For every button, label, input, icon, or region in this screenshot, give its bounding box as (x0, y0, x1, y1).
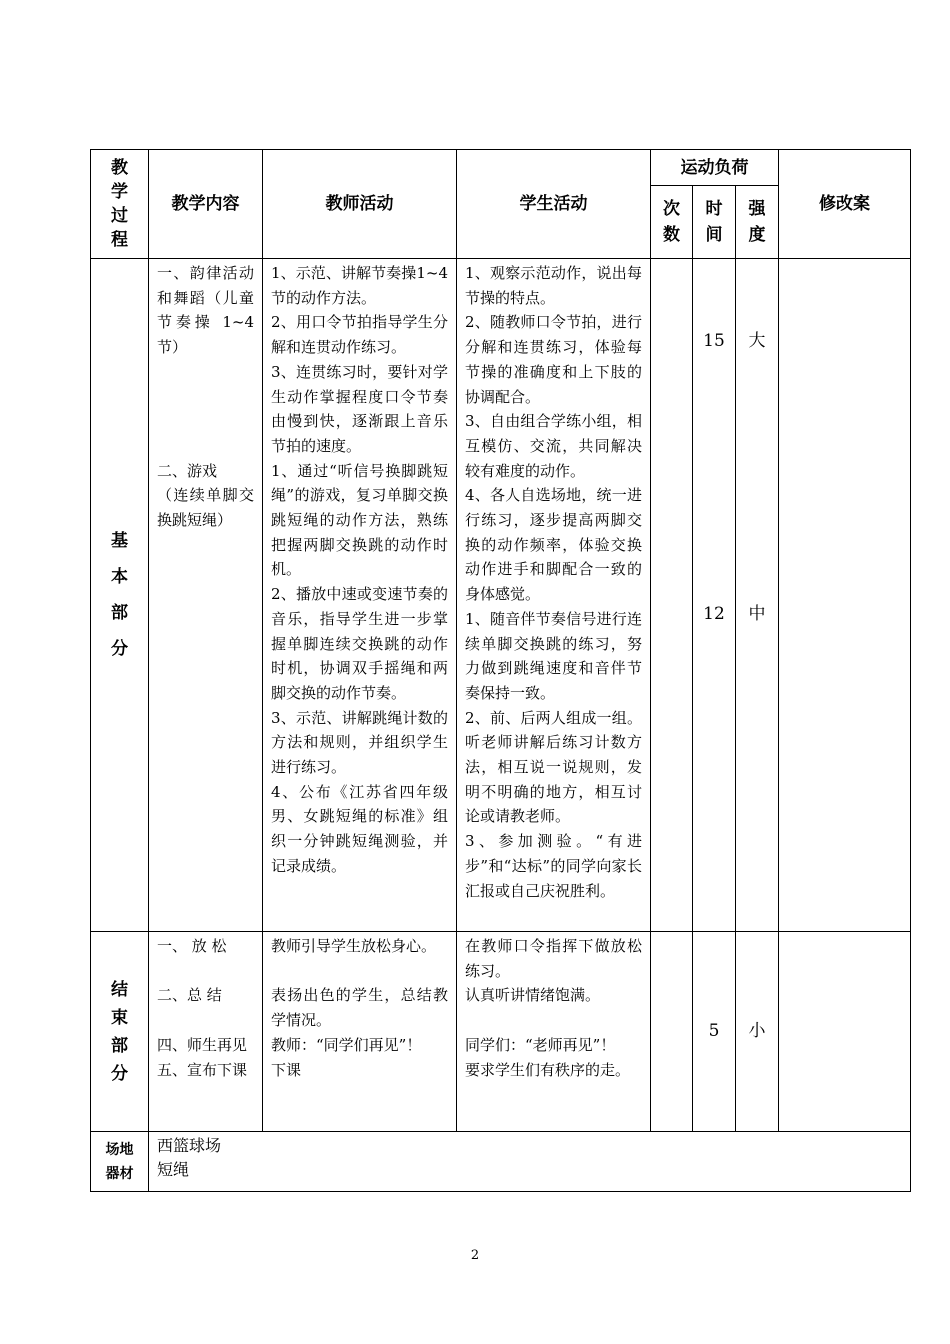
header-row-top (91, 150, 911, 186)
basic-intensity-1: 大 (748, 331, 766, 351)
ending-section-row (91, 932, 911, 1132)
basic-content: 一、韵律活动和舞蹈（儿童节奏操 1~4节） 二、游戏 （连续单脚交换跳短绳） (149, 259, 263, 932)
header-revision: 修改案 (779, 150, 911, 259)
header-student: 学生活动 (457, 150, 651, 259)
ending-teacher-activity: 教师引导学生放松身心。 表扬出色的学生，总结教学情况。 教师：“同学们再见”！ 下课 (263, 932, 457, 1132)
basic-intensity-cell (736, 259, 779, 932)
basic-teacher-activity: 1、示范、讲解节奏操1~4节的动作方法。 2、用口令节拍指导学生分解和连贯动作练习。 3、连贯练习时，要针对学生动作掌握程度口令节奏由慢到快，逐渐跟上音乐节拍的速度。 1、通过“听信号换脚跳短绳”的游戏，复习单脚交换跳短绳的动作方法，熟练把握两脚交换跳的动作时机。 2、播放中速或变速节奏的音乐，指导学生进一步掌握单脚连续交换跳的动作时机，协调双手摇绳和两脚交换的动作节奏。 3、示范、讲解跳绳计数的方法和规则，并组织学生进行练习。 4、公布《江苏省四年级男、女跳短绳的标准》组织一分钟跳短绳测验，并记录成绩。 (263, 259, 457, 932)
basic-times (651, 259, 693, 932)
page-number: 2 (470, 1248, 480, 1263)
ending-student-activity: 在教师口令指挥下做放松练习。 认真听讲情绪饱满。 同学们：“老师再见”！ 要求学生们有秩序的走。 (457, 932, 651, 1132)
ending-content: 一、 放 松 二、总 结 四、师生再见 五、宣布下课 (149, 932, 263, 1132)
ending-intensity: 小 (736, 932, 779, 1132)
basic-time-cell (693, 259, 736, 932)
basic-time-2: 12 (703, 603, 725, 624)
basic-student-activity: 1、观察示范动作，说出每节操的特点。 2、随教师口令节拍，进行分解和连贯练习，体验每节操的准确度和上下肢的协调配合。 3、自由组合学练小组，相互模仿、交流，共同解决较有难度的动作。 4、各人自选场地，统一进行练习，逐步提高两脚交换的动作频率，体验交换动作进手和脚配合一致的身体感觉。 1、随音伴节奏信号进行连续单脚交换跳的练习，努力做到跳绳速度和音伴节奏保持一致。 2、前、后两人组成一组。听老师讲解后练习计数方法，相互说一说规则，发明不明确的地方，相互讨论或请教老师。 3、参加测验。“有进步”和“达标”的同学向家长汇报或自己庆祝胜利。 (457, 259, 651, 932)
basic-intensity-2: 中 (748, 603, 766, 624)
header-times: 次 数 (651, 186, 693, 259)
header-intensity: 强 度 (736, 186, 779, 259)
basic-section-row (91, 259, 911, 932)
ending-revision (779, 932, 911, 1132)
lesson-plan-table (90, 149, 911, 1192)
basic-section-label: 基 本 部 分 (91, 259, 149, 932)
ending-section-label: 结 束 部 分 (91, 932, 149, 1132)
basic-revision (779, 259, 911, 932)
header-load: 运动负荷 (651, 150, 779, 186)
header-process (91, 150, 149, 259)
ending-times (651, 932, 693, 1132)
header-content: 教学内容 (149, 150, 263, 259)
venue-label: 场地 器材 (91, 1132, 149, 1192)
header-duration: 时 间 (693, 186, 736, 259)
venue-row (91, 1132, 911, 1192)
header-teacher: 教师活动 (263, 150, 457, 259)
basic-time-1: 15 (703, 331, 725, 351)
ending-time: 5 (693, 932, 736, 1132)
venue-value: 西篮球场 短绳 (149, 1132, 911, 1192)
header-process-text: 教 学 过 程 (111, 158, 128, 250)
